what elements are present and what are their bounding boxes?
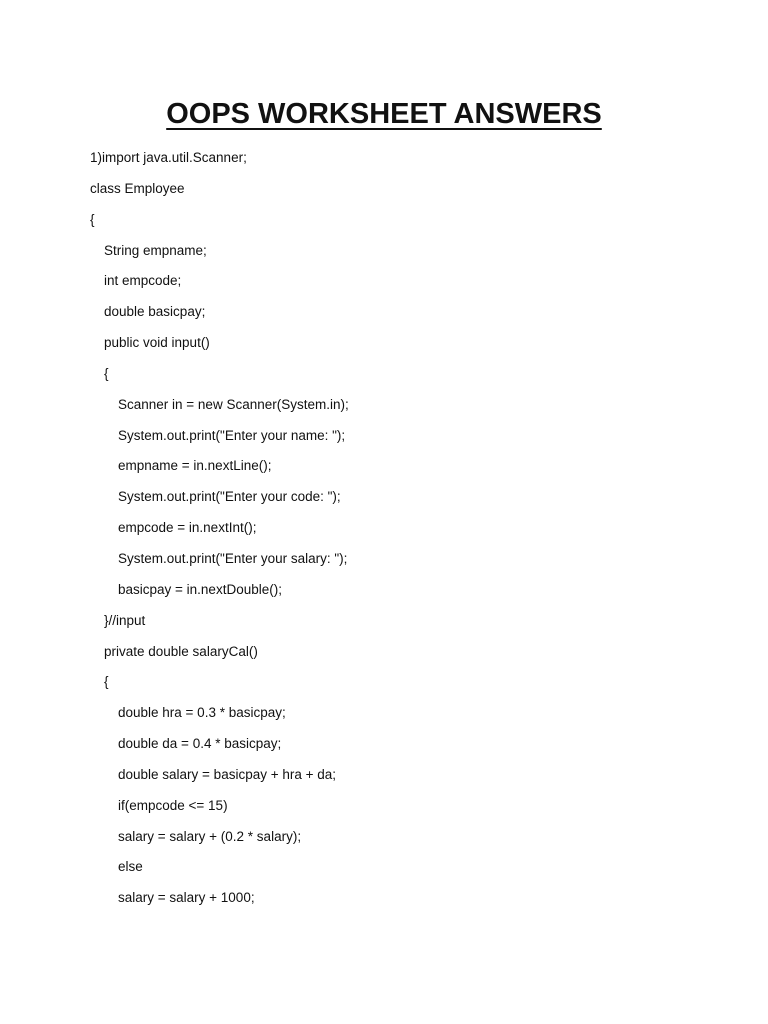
code-line: double da = 0.4 * basicpay; <box>118 736 282 752</box>
code-line: public void input() <box>104 335 210 351</box>
code-line: System.out.print("Enter your name: "); <box>118 427 346 443</box>
code-line: System.out.print("Enter your code: "); <box>118 489 341 505</box>
code-line: Scanner in = new Scanner(System.in); <box>118 396 349 412</box>
code-line: empname = in.nextLine(); <box>118 458 272 474</box>
code-line: basicpay = in.nextDouble(); <box>118 581 282 597</box>
code-line: { <box>104 365 109 381</box>
code-line: int empcode; <box>104 273 182 289</box>
code-line: double hra = 0.3 * basicpay; <box>118 705 286 721</box>
code-line: private double salaryCal() <box>104 643 258 659</box>
code-line: System.out.print("Enter your salary: "); <box>118 550 348 566</box>
code-listing <box>90 146 349 917</box>
code-line: { <box>90 211 95 227</box>
code-line: 1)import java.util.Scanner; <box>90 150 247 165</box>
document-title <box>0 94 768 134</box>
code-line: double basicpay; <box>104 304 206 320</box>
document-title-text: OOPS WORKSHEET ANSWERS <box>166 98 602 130</box>
code-line: empcode = in.nextInt(); <box>118 520 257 536</box>
code-line: class Employee <box>90 180 185 196</box>
code-line: { <box>104 674 109 690</box>
code-line: String empname; <box>104 242 207 258</box>
code-line: if(empcode <= 15) <box>118 797 228 813</box>
code-line: salary = salary + 1000; <box>118 890 255 906</box>
code-line: double salary = basicpay + hra + da; <box>118 766 337 782</box>
code-line: salary = salary + (0.2 * salary); <box>118 828 302 844</box>
code-line: else <box>118 859 143 875</box>
code-line: }//input <box>104 612 146 628</box>
